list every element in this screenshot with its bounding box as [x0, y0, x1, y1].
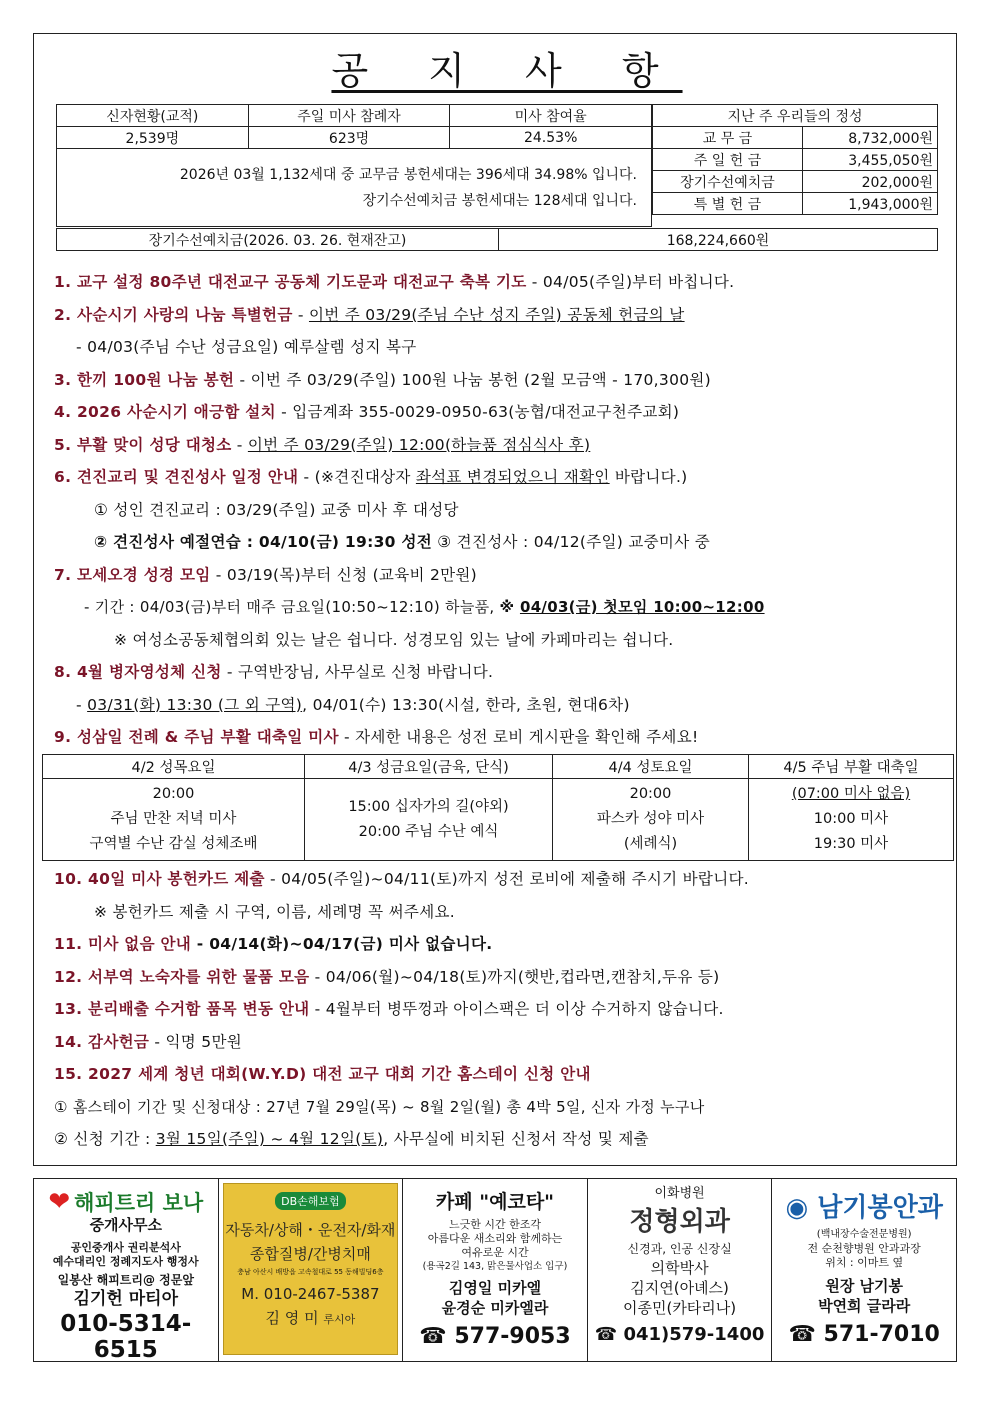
item-heading: 10. 40일 미사 봉헌카드 제출	[54, 870, 265, 888]
ad-line: (백내장수술전문병원)	[816, 1229, 912, 1240]
item-text: ② 견진성사 예절연습 : 04/10(금) 19:30 성전	[94, 533, 433, 551]
ad-person: 김영일 미카엘	[448, 1279, 542, 1297]
item-text: - 기간 : 04/03(금)부터 매주 금요일(10:50~12:10) 하늘품,	[84, 598, 500, 616]
stats-header: 주일 미사 참례자	[248, 105, 450, 127]
deposit-label: 장기수선예치금(2026. 03. 26. 현재잔고)	[57, 229, 499, 251]
household-note-2: 장기수선예치금 봉헌세대는 128세대 입니다.	[362, 192, 637, 209]
item-text: 이번 주 03/29(주님 수난 성지 주일) 공동체 헌금의 날	[308, 305, 685, 324]
schedule-cell	[553, 779, 749, 861]
item-text: -	[76, 695, 88, 714]
offering-table	[652, 104, 938, 215]
ad-person: 윤경순 미카엘라	[441, 1299, 549, 1317]
ad-line: 아름다운 새소리와 함께하는	[427, 1232, 563, 1245]
list-item	[54, 928, 954, 961]
list-item	[54, 396, 954, 429]
stats-value: 24.53%	[450, 127, 652, 149]
list-item-sub: ※ 여성소공동체협의회 있는 날은 쉽니다. 성경모임 있는 날에 카페마리는 쉽니다.	[114, 630, 674, 649]
item-text: -	[292, 305, 309, 324]
notice-items	[54, 266, 954, 754]
ad-cafe	[403, 1179, 588, 1361]
item-heading: 2. 사순시기 사랑의 나눔 특별헌금	[54, 305, 293, 324]
ad-line: 이화병원	[654, 1186, 705, 1201]
list-item	[54, 993, 954, 1026]
item-text: - 03/19(목)부터 신청 (교육비 2만원)	[210, 565, 478, 584]
schedule-table	[42, 754, 954, 861]
schedule-line: 10:00 미사	[813, 811, 889, 827]
list-item	[54, 1058, 954, 1091]
list-item	[54, 299, 954, 332]
item-text: , 04/01(수) 13:30(시설, 한라, 초원, 현대6차)	[302, 695, 630, 714]
list-item-sub: ① 홈스테이 기간 및 신청대상 : 27년 7월 29일(목) ~ 8월 2일(월) 총 4박 5일, 신자 가정 누구나	[54, 1097, 705, 1116]
item-text: 이번 주 03/29(주일) 12:00(하늘품 점심식사 후)	[247, 435, 591, 454]
item-text: 좌석표 변경되었으니 재확인	[415, 468, 610, 486]
item-heading: 6. 견진교리 및 견진성사 일정 안내	[54, 468, 299, 486]
list-item	[54, 1026, 954, 1059]
item-text: - 04/05(주일)~04/11(토)까지 성전 로비에 제출해 주시기 바랍니다.	[264, 870, 749, 888]
ad-line: 종합질병/간병치매	[249, 1245, 371, 1263]
ad-address: 충남 아산시 배방읍 고속철대로 55 동해빌딩6층	[237, 1268, 384, 1276]
ad-person-suffix: 루시아	[323, 1313, 356, 1326]
ad-db-insurance	[219, 1179, 404, 1361]
item-heading: 14. 감사헌금	[54, 1032, 150, 1051]
schedule-cell	[749, 779, 954, 861]
schedule-line: 구역별 수난 감실 성체조배	[89, 836, 258, 852]
schedule-line: 20:00	[152, 786, 195, 802]
item-text: - 이번 주 03/29(주일) 100원 나눔 봉헌 (2월 모금액 - 170,300원)	[234, 370, 712, 389]
ad-person: 원장 남기봉	[825, 1277, 904, 1295]
notice-frame	[33, 33, 957, 1166]
offering-label: 주 일 헌 금	[653, 149, 803, 171]
item-text: , 사무실에 비치된 신청서 작성 및 제출	[383, 1130, 649, 1148]
item-text: -	[231, 435, 248, 454]
list-item-sub: ① 성인 견진교리 : 03/29(주일) 교중 미사 후 대성당	[94, 500, 459, 519]
ad-title: 해피트리 보나	[74, 1191, 204, 1215]
schedule-line: 파스카 성야 미사	[596, 811, 705, 827]
ad-title: 카페 "예코타"	[435, 1191, 555, 1213]
ad-phone: ☎ 571-7010	[788, 1322, 940, 1347]
sponsor-ads	[33, 1178, 957, 1362]
item-text: - 익명 5만원	[149, 1032, 242, 1051]
list-item-sub	[54, 591, 954, 624]
item-heading: 13. 분리배출 수거함 품목 변동 안내	[54, 1000, 310, 1018]
ad-title: ◉ 남기봉안과	[785, 1193, 943, 1223]
item-heading: 9. 성삼일 전례 & 주님 부활 대축일 미사	[54, 728, 339, 746]
item-text: - 구역반장님, 사무실로 신청 바랍니다.	[221, 663, 494, 681]
household-note	[57, 149, 652, 227]
schedule-line: 주님 만찬 저녁 미사	[110, 811, 237, 827]
ad-phone: M. 010-2467-5387	[241, 1285, 380, 1303]
ad-phone: ☎ 577-9053	[419, 1324, 571, 1349]
schedule-line: (07:00 미사 없음)	[791, 786, 911, 802]
ad-phone: 010-5314-6515	[60, 1311, 192, 1361]
offering-amount: 202,000원	[803, 171, 938, 193]
item-text: - 04/05(주일)부터 바칩니다.	[526, 273, 735, 291]
deposit-table	[56, 228, 938, 251]
item-heading: 12. 서부역 노숙자를 위한 물품 모음	[54, 967, 310, 986]
offering-label: 특 별 헌 금	[653, 193, 803, 215]
ad-line: 공인중개사 권리분석사	[70, 1241, 181, 1254]
schedule-cell	[43, 779, 305, 861]
list-item	[54, 721, 954, 754]
item-heading: 5. 부활 맞이 성당 대청소	[54, 435, 232, 454]
ad-phone: ☎ 041)579-1400	[594, 1324, 765, 1345]
schedule-line: 20:00 주님 수난 예식	[358, 823, 499, 840]
item-heading: 15. 2027 세계 청년 대회(W.Y.D) 대전 교구 대회 기간 홈스테이 신청 안내	[54, 1065, 591, 1083]
ad-line: 전 순천향병원 안과과장	[807, 1242, 921, 1255]
stats-table	[56, 104, 652, 227]
db-logo-icon: DB손해보험	[275, 1192, 346, 1210]
ad-person: 박연희 글라라	[818, 1297, 911, 1315]
item-heading: 11. 미사 없음 안내	[54, 935, 192, 953]
item-text: 바랍니다.)	[609, 468, 688, 486]
ad-line: 신경과, 인공 신장실	[627, 1242, 732, 1256]
item-text: ※	[499, 598, 520, 616]
item-text: - 04/14(화)~04/17(금) 미사 없습니다.	[191, 935, 493, 953]
stats-header: 신자현황(교적)	[57, 105, 249, 127]
page-title: 공 지 사 항	[331, 49, 683, 93]
item-text: - (※견진대상자	[298, 468, 416, 486]
list-item-sub	[54, 689, 954, 722]
list-item	[54, 559, 954, 592]
item-text: 3월 15일(주일) ~ 4월 12일(토)	[155, 1130, 384, 1148]
ad-subtitle: 중개사무소	[89, 1216, 163, 1234]
stats-value: 623명	[248, 127, 450, 149]
schedule-line: 15:00 십자가의 길(야외)	[348, 798, 509, 815]
list-item-sub	[54, 1123, 954, 1156]
ad-title: 정형외과	[629, 1207, 730, 1237]
schedule-header: 4/3 성금요일(금육, 단식)	[305, 755, 553, 779]
item-heading: 3. 한끼 100원 나눔 봉헌	[54, 370, 235, 389]
item-heading: 1. 교구 설정 80주년 대전교구 공동체 기도문과 대전교구 축복 기도	[54, 273, 527, 291]
list-item-sub	[54, 526, 954, 559]
list-item-sub: - 04/03(주님 수난 성금요일) 예루살렘 성지 복구	[76, 338, 417, 356]
offering-amount: 3,455,050원	[803, 149, 938, 171]
schedule-header: 4/4 성토요일	[553, 755, 749, 779]
schedule-header: 4/5 주님 부활 대축일	[749, 755, 954, 779]
heart-house-icon: ❤	[48, 1187, 71, 1217]
item-text: ② 신청 기간 :	[54, 1130, 156, 1148]
offering-label: 교 무 금	[653, 127, 803, 149]
list-item	[54, 461, 954, 494]
list-item-sub: ※ 봉헌카드 제출 시 구역, 이름, 세례명 꼭 써주세요.	[94, 902, 455, 921]
list-item	[54, 656, 954, 689]
stats-value: 2,539명	[57, 127, 249, 149]
item-text: - 04/06(월)~04/18(토)까지(햇반,컵라면,캔참치,두유 등)	[309, 967, 720, 986]
item-heading: 7. 모세오경 성경 모임	[54, 565, 211, 584]
ad-happytree	[34, 1179, 219, 1361]
item-heading: 8. 4월 병자영성체 신청	[54, 663, 222, 681]
ad-person: 이종민(카타리나)	[623, 1299, 737, 1317]
item-text: - 자세한 내용은 성전 로비 게시판을 확인해 주세요!	[338, 728, 699, 746]
ad-line: (용곡2길 143, 맑은물사업소 입구)	[422, 1261, 568, 1272]
ad-line: 일봉산 해피트리@ 정문앞	[57, 1273, 194, 1287]
ad-line: 느긋한 시간 한조각	[448, 1218, 541, 1231]
item-text: 03/31(화) 13:30 (그 외 구역)	[87, 695, 303, 714]
list-item	[54, 364, 954, 397]
eye-clinic-logo-icon: ◉	[785, 1193, 809, 1223]
offering-header: 지난 주 우리들의 정성	[653, 105, 938, 127]
list-item	[54, 961, 954, 994]
ad-line: 자동차/상해・운전자/화재	[225, 1221, 396, 1239]
deposit-value: 168,224,660원	[499, 229, 938, 251]
item-heading: 4. 2026 사순시기 애긍함 설치	[54, 403, 276, 421]
list-item	[54, 429, 954, 462]
stats-header: 미사 참여율	[450, 105, 652, 127]
item-text: - 입금계좌 355-0029-0950-63(농협/대전교구천주교회)	[275, 403, 680, 421]
ad-line: 여유로운 시간	[461, 1246, 529, 1259]
ad-line: 의학박사	[650, 1259, 709, 1277]
ad-person: 김 영 미	[265, 1309, 319, 1327]
ad-person: 김기헌 마티아	[73, 1289, 179, 1309]
schedule-line: 19:30 미사	[813, 836, 889, 852]
item-text: - 4월부터 병뚜껑과 아이스팩은 더 이상 수거하지 않습니다.	[309, 1000, 724, 1018]
ad-orthopedics	[588, 1179, 773, 1361]
item-text: ③ 견진성사 : 04/12(주일) 교중미사 중	[432, 533, 710, 551]
notice-items-2	[54, 863, 954, 1156]
offering-amount: 8,732,000원	[803, 127, 938, 149]
ad-person: 김지연(아녜스)	[630, 1279, 729, 1297]
offering-label: 장기수선예치금	[653, 171, 803, 193]
schedule-line: 20:00	[629, 786, 672, 802]
schedule-line: (세례식)	[623, 836, 678, 852]
schedule-header: 4/2 성목요일	[43, 755, 305, 779]
ad-line: 위치 : 이마트 옆	[825, 1256, 904, 1269]
ad-eye-clinic	[772, 1179, 956, 1361]
offering-amount: 1,943,000원	[803, 193, 938, 215]
household-note-1: 2026년 03월 1,132세대 중 교무금 봉헌세대는 396세대 34.98% 입니다.	[179, 166, 637, 183]
list-item	[54, 266, 954, 299]
item-text: 04/03(금) 첫모임 10:00~12:00	[519, 598, 765, 616]
schedule-cell	[305, 779, 553, 861]
list-item	[54, 863, 954, 896]
ad-line: 예수대리인 정례지도사 행정사	[52, 1255, 199, 1268]
